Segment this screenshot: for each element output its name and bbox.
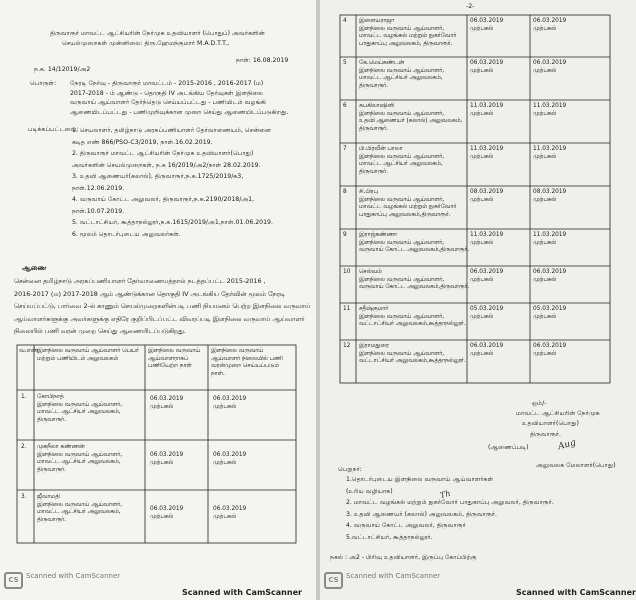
subject-line: 2017-2018 - ம் ஆண்டு - தொகுதி IV அடங்கிய தேர்வுகள் இளநிலை	[70, 89, 264, 97]
row-name: சி.பிரபு இளநிலை வருவாய் ஆய்வாளர், மாவட்ட வழங்கல் மற்றும் நுகர்வோர் பாதுகாப்பு அலுவலகம்,திருவாரூர்.	[359, 189, 457, 218]
reference-line: நாள்.10.07.2019.	[72, 207, 125, 215]
row-1-no: 1.	[21, 394, 27, 400]
body-line: ஆய்வாளர்களுக்கு அவர்களுக்கு எதிரே குறிப்பிடப்பட்ட விவரப்படி இளநிலை வருவாய் ஆய்வாளர்	[14, 314, 305, 323]
camscanner-logo-icon: CS	[324, 572, 343, 589]
signoff-line-4: திருவாரூர்.	[530, 431, 561, 438]
right-footer-watermark: Scanned with CamScanner	[516, 588, 636, 597]
table-header-name: இளநிலை வருவாய் ஆய்வாளர் பெயர் மற்றும் பணியிடம் அலுவலகம்	[37, 348, 139, 362]
row-2-joined: 06.03.2019 முற்பகல்	[150, 452, 184, 466]
body-line: 2016-2017 (ம) 2017-2018 ஆம் ஆண்டுக்கான தொகுதி IV அடங்கிய தேர்வின் மூலம் நேரடி	[14, 289, 286, 298]
sign-title: அலுவலக மேலாளர்(பொது)	[536, 462, 616, 469]
right-watermark: Scanned with CamScanner	[346, 572, 441, 580]
row-regular: 11.03.2019 முற்பகல்	[533, 232, 567, 246]
row-name: இளையராஜா இளநிலை வருவாய் ஆய்வாளர், மாவட்ட வழங்கல் மற்றும் நுகர்வோர் பாதுகாப்பு அலுவலகம், திருவாரூர்.	[359, 18, 457, 47]
row-name: இராஜ்கண்ணா இளநிலை வருவாய் ஆய்வாளர், வருவாய் கோட்ட அலுவலகம்,திருவாரூர்.	[359, 232, 470, 254]
row-no: 5	[343, 60, 347, 66]
row-joined: 06.03.2019 முற்பகல்	[470, 60, 504, 74]
header-line-2: செயல்முறைகள் முன்னிலை: திரு.ஹேமந்குமார் M.A.D.T.T.,	[62, 40, 230, 47]
row-2-regular: 06.03.2019 முற்பகல்	[213, 452, 247, 466]
table-header-regularized: இளநிலை வருவாய் ஆய்வாளர் நிலையில் பணி வரன்முறை செய்யப்படும் நாள்.	[211, 348, 283, 377]
row-name: கே.மெய்கண்டன் இளநிலை வருவாய் ஆய்வாளர், மாவட்ட ஆட்சியர் அலுவலகம், திருவாரூர்.	[359, 60, 445, 89]
subject-line: நேரடி நேர்வு - திருவாரூர் மாவட்டம் - 2015-2016 , 2016-2017 (ம)	[70, 80, 264, 87]
order-date: நாள்: 16.08.2019	[236, 57, 289, 64]
recipient-line: (உரிய வழியாக)	[346, 487, 393, 495]
signoff-line-1: ஒம்/-	[532, 400, 547, 407]
row-name: சதீஷ்குமார் இளநிலை வருவாய் ஆய்வாளர், வட்டாட்சியர் அலுவலகம்,கூத்தாநல்லூர்.	[359, 306, 466, 328]
left-watermark: Scanned with CamScanner	[26, 572, 121, 580]
table-header-no: வ.எண்	[19, 348, 39, 354]
reference-line: 4. வருவாய் கோட்ட அலுவலர், திருவாரூர்,ந.க.2190/2018/அ1,	[72, 196, 255, 203]
initial-mark: Th	[439, 488, 452, 501]
row-regular: 11.03.2019 முற்பகல்	[533, 146, 567, 160]
right-document-page	[320, 0, 636, 600]
row-no: 6	[343, 103, 347, 109]
recipients-label: பெறுநர்:	[338, 466, 362, 473]
left-footer-watermark: Scanned with CamScanner	[182, 588, 302, 597]
left-document-page	[0, 0, 316, 600]
signature-mark: Aug	[557, 437, 578, 453]
body-line: செய்யப்பட்டு, பார்வை 2-ல் காணும் செயல்முறைகளின்படி பணி நியமனம் பெற்ற இளநிலை வருவாய்	[14, 302, 311, 310]
header-line-1: திருவாரூர் மாவட்ட ஆட்சியரின் நேர்முக உதவியாளர் (பொதுப்) அவர்களின்	[50, 30, 265, 37]
row-no: 8	[343, 189, 347, 195]
row-name: சுபகிலாஷினி இளநிலை வருவாய் ஆய்வாளர், உதவி ஆணையர் (கலால்) அலுவலகம், திருவாரூர்.	[359, 103, 463, 132]
row-regular: 06.03.2019 முற்பகல்	[533, 343, 567, 357]
row-no: 9	[343, 232, 347, 238]
row-joined: 11.03.2019 முற்பகல்	[470, 103, 504, 117]
row-3-name: ஜீவாமதி இளநிலை வருவாய் ஆய்வாளர், மாவட்ட ஆட்சியர் அலுவலகம், திருவாரூர்.	[37, 494, 123, 523]
body-line: சென்னை தமிழ்நாடு அரசுப்பணியாளர் தேர்வாணையத்தால் நடத்தப்பட்ட 2015-2016 ,	[14, 277, 266, 285]
references-label: படிக்கப்பட்டவை:	[28, 126, 79, 133]
row-regular: 05.03.2019 முற்பகல்	[533, 306, 567, 320]
row-joined: 06.03.2019 முற்பகல்	[470, 18, 504, 32]
camscanner-logo-icon: CS	[4, 572, 23, 589]
signoff-line-3: உதவியாளர்(பொது)	[522, 420, 579, 427]
row-joined: 06.03.2019 முற்பகல்	[470, 343, 504, 357]
body-line: நிலையில் பணி வரன் முறை செய்து ஆணையிடப்படுகிறது.	[14, 327, 186, 335]
row-3-joined: 06.03.2019 முற்பகல்	[150, 506, 184, 520]
row-name: பி.பிரவீன் பாலா இளநிலை வருவாய் ஆய்வாளர், மாவட்ட ஆட்சியர் அலுவலகம், திருவாரூர்.	[359, 146, 445, 175]
subject-line: வருவாய் ஆய்வாளர் தேர்ந்தெடு செய்யப்பட்டது - பணியிடம் வழங்கி	[70, 99, 266, 106]
reference-line: 5. வட்டாட்சியர், கூத்தாநல்லூர்,ந.க.1615/2019/அ1,நாள்.01.06.2019.	[72, 219, 273, 226]
row-no: 4	[343, 18, 347, 24]
row-joined: 05.03.2019 முற்பகல்	[470, 306, 504, 320]
reference-line: 6. மூலம் தொடர்புடைய அலுவலர்கள்.	[72, 230, 181, 238]
row-regular: 06.03.2019 முற்பகல்	[533, 60, 567, 74]
recipient-line: 4. வருவாய் கோட்ட அலுவலர், திருவாரூர்	[346, 522, 466, 529]
row-1-regular: 06.03.2019 முற்பகல்	[213, 396, 247, 410]
row-3-regular: 06.03.2019 முற்பகல்	[213, 506, 247, 520]
recipient-line: 3. உதவி ஆணையர் (கலால்) அலுவலகம், திருவாரூர்.	[346, 510, 497, 518]
row-no: 7	[343, 146, 347, 152]
subject-line: ஆணையிடப்பட்டது - பணிமுறிவுக்கான முறை செய்து ஆணையிடப்படுகிறது.	[70, 108, 289, 116]
recipient-line: 2. மாவட்ட வழங்கல் மற்றும் நுகர்வோர் பாதுகாப்பு அலுவலர், திருவாரூர்.	[346, 499, 554, 506]
copy-to: நகல் : அ2 - பிரிவு உதவியாளர், இருப்பு கோப்பிற்கு	[330, 554, 477, 561]
reference-number: ந.க. 14/12019/அ2	[34, 66, 91, 73]
row-regular: 06.03.2019 முற்பகல்	[533, 269, 567, 283]
row-no: 10	[343, 269, 351, 275]
row-joined: 06.03.2019 முற்பகல்	[470, 269, 504, 283]
subject-label: பொருள்:	[30, 80, 57, 87]
row-no: 12	[343, 343, 351, 349]
row-regular: 11.03.2019 முற்பகல்	[533, 103, 567, 117]
row-1-name: கோபிநாத் இளநிலை வருவாய் ஆய்வாளர், மாவட்ட ஆட்சியர் அலுவலகம், திருவாரூர்.	[37, 394, 123, 423]
reference-line: 1. செயலாளர், தமிழ்நாடு அரசுப்பணியாளர் தேர்வாணையம், சென்னை	[72, 127, 272, 134]
row-name: செல்வம் இளநிலை வருவாய் ஆய்வாளர், வருவாய் கோட்ட அலுவலகம்,திருவாரூர்.	[359, 269, 470, 291]
row-2-name: முகநீலா கண்ணன் இளநிலை வருவாய் ஆய்வாளர், மாவட்ட ஆட்சியர் அலுவலகம், திருவாரூர்.	[37, 444, 123, 473]
reference-line: கடித எண் 866/PSO-C3/2019, நாள்.16.02.2019.	[72, 138, 213, 146]
row-joined: 11.03.2019 முற்பகல்	[470, 232, 504, 246]
order-title: ஆணை	[22, 264, 47, 272]
row-joined: 11.03.2019 முற்பகல்	[470, 146, 504, 160]
reference-line: 3. உதவி ஆணையர்(கலால்), திருவாரூர்,ந.க.1725/2019/க3,	[72, 173, 244, 180]
table-header-joined: இளநிலை வருவாய் ஆய்வாளராகப் பணியேற்ற நாள்	[148, 348, 201, 370]
row-1-joined: 06.03.2019 முற்பகல்	[150, 396, 184, 410]
reference-line: அவர்களின் செயல்முறைகள், ந.க 16/2019/அ2/நாள் 28.02.2019.	[72, 161, 261, 169]
row-joined: 08.03.2019 முற்பகல்	[470, 189, 504, 203]
row-regular: 08.03.2019 முற்பகல்	[533, 189, 567, 203]
recipient-line: 1.தொடர்புடைய இளநிலை வருவாய் ஆய்வாளர்கள்	[346, 476, 494, 483]
by-order-text: (ஆணைப்படி)	[488, 444, 529, 451]
recipient-line: 5.வட்டாட்சியர், கூத்தாநல்லூர்.	[346, 533, 433, 541]
reference-line: 2. திருவாரூர் மாவட்ட ஆட்சியரின் நேர்முக உதவியாளர்(பொது)	[72, 150, 254, 157]
row-2-no: 2.	[21, 444, 27, 450]
row-no: 11	[343, 306, 351, 312]
reference-line: நாள்.12.06.2019.	[72, 184, 125, 192]
row-name: இராமதுரை இளநிலை வருவாய் ஆய்வாளர், வட்டாட்சியர் அலுவலகம்,கூத்தாநல்லூர்.	[359, 343, 466, 365]
page-number: -2-	[466, 3, 475, 10]
signoff-line-2: மாவட்ட ஆட்சியரின் நேர்முக	[516, 410, 600, 417]
row-3-no: 3.	[21, 494, 27, 500]
row-regular: 06.03.2019 முற்பகல்	[533, 18, 567, 32]
